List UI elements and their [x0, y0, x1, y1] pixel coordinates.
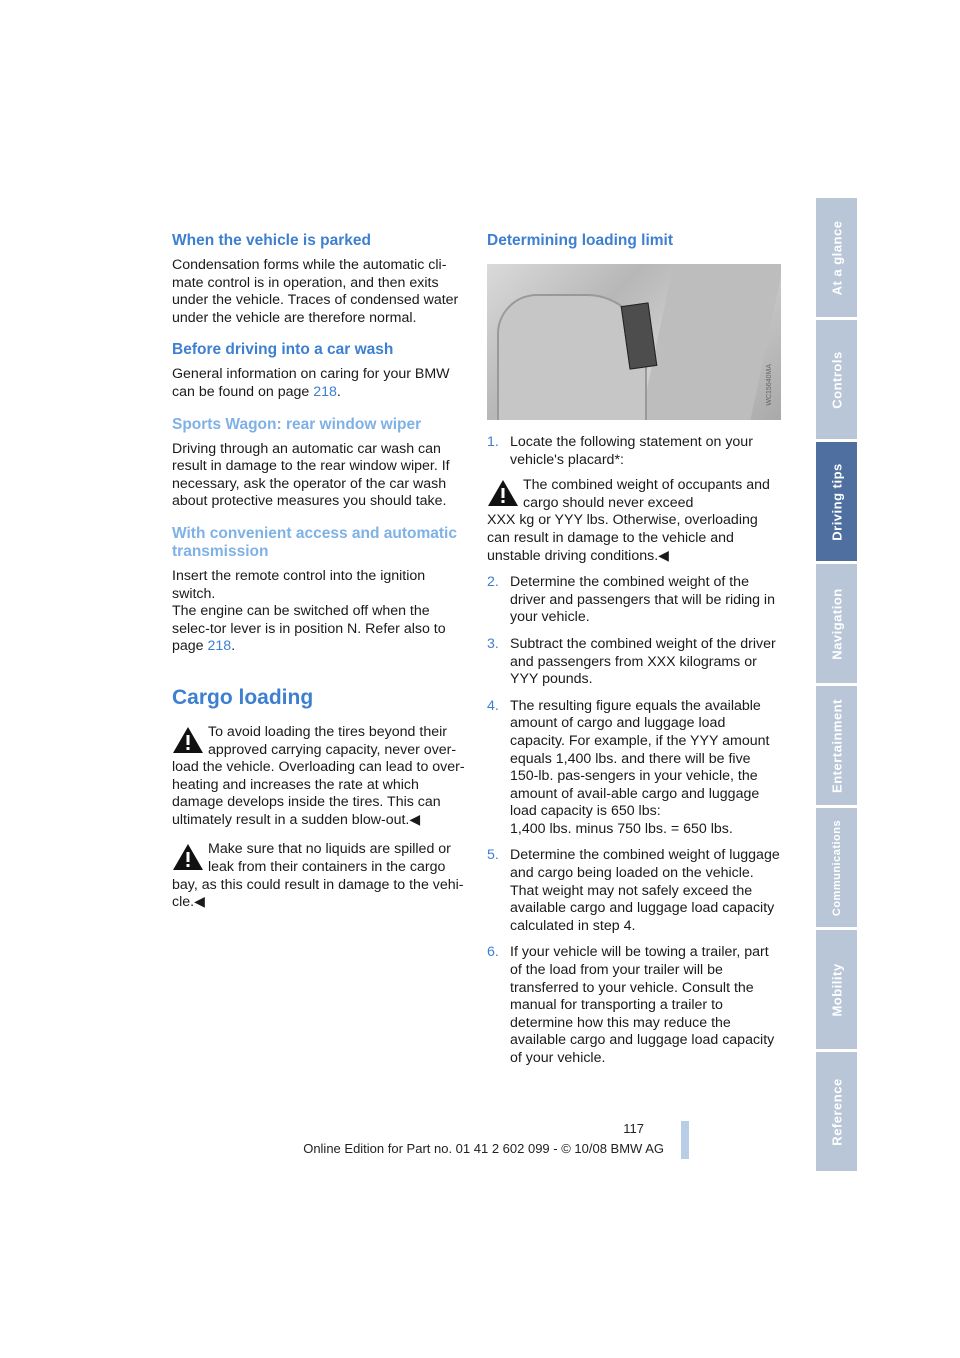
footer-edition: Online Edition for Part no. 01 41 2 602 099 - © 10/08 BMW AG — [303, 1141, 664, 1156]
heading-rear-wiper: Sports Wagon: rear window wiper — [172, 415, 422, 433]
wiper-text: Driving through an automatic car wash can result in damage to the rear window wiper. If necessary, ask the operator of the car wash about protective measures you should take. — [172, 440, 450, 510]
list-item: 1. Locate the following statement on your vehicle's placard*: The combined weight of occupants and cargo should never exceed XXX kg or YYY lbs. Otherwise, overloading can result in damage to the vehicle and unstable driving conditions.◀ — [487, 434, 781, 565]
warning-triangle-icon — [487, 479, 519, 507]
left-column — [172, 226, 466, 924]
heading-convenient-access: With convenient access and automatic transmission — [172, 524, 457, 560]
page-number: 117 — [623, 1121, 644, 1136]
list-item: 4. The resulting figure equals the available amount of cargo and luggage load capacity. For example, if the YYY amount equals 1,400 lbs. and there will be five 150-lb. pas-sengers in your vehicle, the amount of avail-able cargo and luggage load capacity is 650 lbs: 1,400 lbs. minus 750 lbs. = 650 lbs. — [487, 697, 770, 837]
list-item: 5. Determine the combined weight of luggage and cargo being loaded on the vehicle. That weight may not safely exceed the available cargo and luggage load capacity calculated in step 4. — [487, 847, 780, 934]
parked-text: Condensation forms while the automatic cli-mate control is in operation, and then exits under the vehicle. Traces of condensed water under the vehicle are therefore normal. — [172, 257, 459, 326]
tab-at-a-glance[interactable]: At a glance — [816, 198, 857, 317]
list-item: 3. Subtract the combined weight of the driver and passengers from XXX kilograms or YYY pounds. — [487, 635, 776, 688]
door-pillar-placard-image — [487, 264, 781, 420]
page-link-218[interactable]: 218 — [207, 638, 232, 655]
tab-controls[interactable]: Controls — [816, 320, 857, 439]
warning-liquids: Make sure that no liquids are spilled or leak from their containers in the cargo bay, as this could result in damage to the vehi-cle.◀ — [172, 841, 464, 911]
warning-overloading: To avoid loading the tires beyond their approved carrying capacity, never over- load the vehicle. Overloading can lead to over-heating and increases the rate at which damage develops inside the tires. This can ultimately result in a sudden blow-out.◀ — [172, 723, 465, 828]
page-link-218[interactable]: 218 — [313, 383, 337, 400]
page-marker-bar — [681, 1121, 689, 1159]
heading-parked: When the vehicle is parked — [172, 232, 371, 249]
list-item: 6. If your vehicle will be towing a trailer, part of the load from your trailer will be transferred to your vehicle. Consult the manual for transporting a trailer to determine how this may reduce the available cargo and luggage load capacity of your vehicle. — [487, 944, 775, 1066]
tab-navigation[interactable]: Navigation — [816, 564, 857, 683]
tab-driving-tips[interactable]: Driving tips — [816, 442, 857, 561]
warning-placard-statement: The combined weight of occupants and cargo should never exceed XXX kg or YYY lbs. Otherwise, overloading can result in damage to the vehicle and unstable driving conditions.◀ — [487, 477, 770, 564]
loading-steps-list — [487, 434, 781, 1068]
warning-triangle-icon — [172, 726, 204, 754]
right-column — [487, 226, 781, 1077]
heading-loading-limit: Determining loading limit — [487, 232, 674, 249]
chapter-tabs — [816, 198, 857, 1174]
heading-car-wash: Before driving into a car wash — [172, 341, 394, 359]
carwash-text: General information on caring for your BMW can be found on page 218. — [172, 366, 450, 400]
list-item: 2. Determine the combined weight of the driver and passengers that will be riding in your vehicle. — [487, 574, 775, 626]
access-text-1: Insert the remote control into the ignition switch. — [172, 567, 426, 602]
tab-mobility[interactable]: Mobility — [816, 930, 857, 1049]
figure-code: WC15640MA — [766, 364, 774, 406]
access-text-2: The engine can be switched off when the selec-tor lever is in position N. Refer also to page 218. — [172, 603, 446, 655]
tab-entertainment[interactable]: Entertainment — [816, 686, 857, 805]
heading-cargo-loading: Cargo loading — [172, 685, 314, 709]
tab-communications[interactable]: Communications — [816, 808, 857, 927]
tab-reference[interactable]: Reference — [816, 1052, 857, 1171]
warning-triangle-icon — [172, 843, 204, 871]
